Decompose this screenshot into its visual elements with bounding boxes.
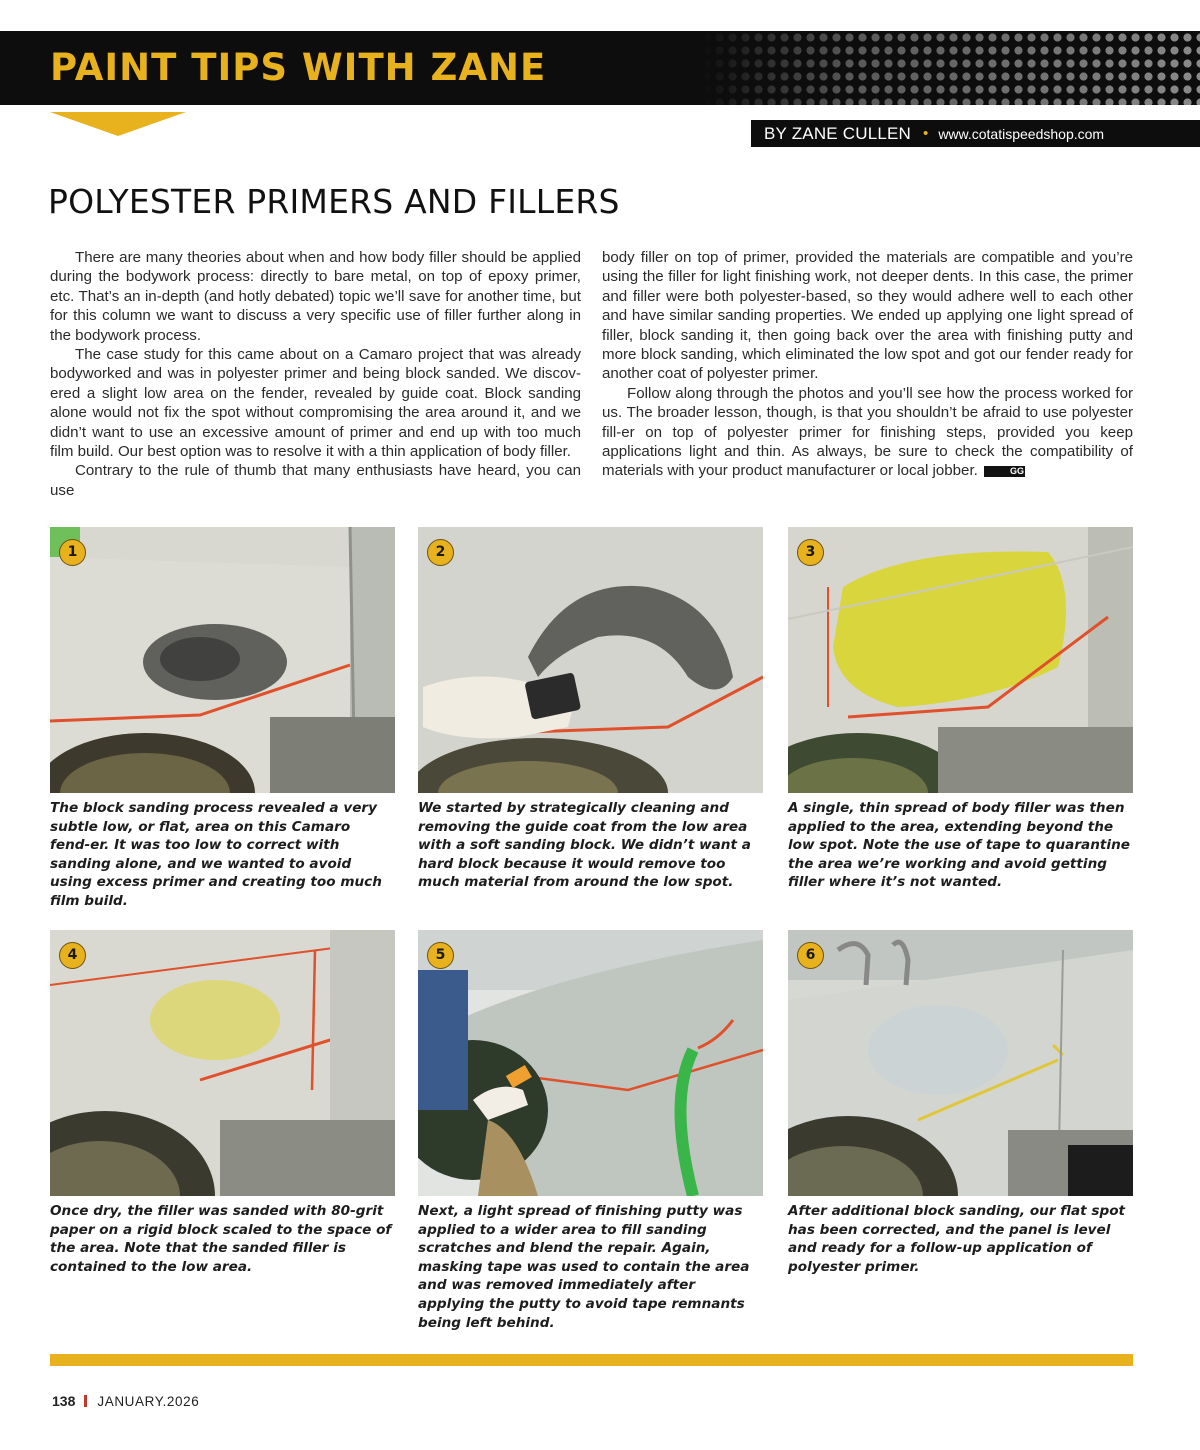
column-title: PAINT TIPS WITH ZANE <box>50 46 547 89</box>
photo-cell-4 <box>50 930 395 1276</box>
photo-number-badge: 4 <box>59 942 86 969</box>
body-paragraph: There are many theories about when and how body filler should be applied during the bodywork process: directly to bare metal, on top of epoxy primer, etc. That’s an in-depth (and hotly debated) topic we’ll save for another time, but for this column we want to discuss a very specific use of filler further along in the bodywork process. <box>50 249 581 344</box>
body-paragraph: body filler on top of primer, provided the materials are compatible and you’re using the filler for light finishing work, not deeper dents. In this case, the primer and filler were both polyester-based, so they would adhere well to each other and have similar sanding properties. We ended up applying one light spread of filler, block sanding it, then going back over the area with finishing putty and more block sanding, which eliminated the low spot and got our fender ready for another coat of polyester primer. <box>602 249 1133 383</box>
photo-number-badge: 6 <box>797 942 824 969</box>
body-column-left <box>50 248 581 500</box>
photo-6[interactable] <box>788 930 1133 1196</box>
photo-5-illustration <box>418 930 763 1196</box>
photo-2[interactable] <box>418 527 763 793</box>
photo-3-illustration <box>788 527 1133 793</box>
down-arrow-icon <box>50 112 186 136</box>
byline-author: BY ZANE CULLEN <box>764 123 912 143</box>
photo-caption: A single, thin spread of body filler was then applied to the area, extending beyond the low spot. Note the use of tape to quarantine the area we’re working and avoid getting filler where it’s not wanted. <box>788 800 1130 891</box>
page-number: 138 <box>52 1393 76 1409</box>
halftone-pattern <box>700 31 1200 105</box>
photo-1-illustration <box>50 527 395 793</box>
body-paragraph <box>602 384 1133 481</box>
footer <box>52 1393 199 1409</box>
photo-5[interactable] <box>418 930 763 1196</box>
photo-4-illustration <box>50 930 395 1196</box>
footer-separator <box>84 1395 87 1407</box>
photo-caption: After additional block sanding, our flat spot has been corrected, and the panel is level and ready for a follow-up application of polyester primer. <box>788 1203 1126 1275</box>
footer-rule <box>50 1354 1133 1366</box>
byline-bar <box>751 120 1200 147</box>
photo-2-illustration <box>418 527 763 793</box>
photo-cell-3 <box>788 527 1133 892</box>
article-title: POLYESTER PRIMERS AND FILLERS <box>48 182 620 221</box>
bullet-icon: • <box>923 125 929 142</box>
photo-number-badge: 1 <box>59 539 86 566</box>
photo-caption: Next, a light spread of finishing putty was applied to a wider area to fill sanding scratches and blend the repair. Again, masking tape was used to contain the area and was removed immediately after applying the putty to avoid tape remnants being left behind. <box>418 1203 750 1331</box>
photo-caption: The block sanding process revealed a very subtle low, or flat, area on this Camaro fend-er. It was too low to correct with sanding alone, and we wanted to avoid using excess primer and creating too much film build. <box>50 800 382 909</box>
photo-caption: Once dry, the filler was sanded with 80-grit paper on a rigid block scaled to the space of the area. Note that the sanded filler is contained to the low area. <box>50 1203 392 1275</box>
photo-cell-1 <box>50 527 395 911</box>
header-band <box>0 31 1200 105</box>
photo-number-badge: 3 <box>797 539 824 566</box>
issue-date: JANUARY.2026 <box>97 1393 200 1409</box>
photo-1[interactable] <box>50 527 395 793</box>
body-paragraph-text: Follow along through the photos and you’ll see how the process worked for us. The broader lesson, though, is that you shouldn’t be afraid to use polyester fill-er on top of polyester primer for finishing steps, provided you keep applications light and thin. As always, be sure to check the compatibility of materials with your product manufacturer or local jobber. <box>602 384 1133 480</box>
photo-number-badge: 2 <box>427 539 454 566</box>
body-paragraph: Contrary to the rule of thumb that many enthusiasts have heard, you can use <box>50 462 581 499</box>
website-link[interactable]: www.cotatispeedshop.com <box>938 125 1105 142</box>
photo-cell-6 <box>788 930 1133 1276</box>
photo-number-badge: 5 <box>427 942 454 969</box>
photo-cell-5 <box>418 930 763 1332</box>
end-mark-icon: GG <box>984 466 1025 477</box>
photo-caption: We started by strategically cleaning and removing the guide coat from the low area with a soft sanding block. We didn’t want a hard block because it would remove too much material from around the low spot. <box>418 800 751 891</box>
photo-3[interactable] <box>788 527 1133 793</box>
body-paragraph: The case study for this came about on a Camaro project that was already bodyworked and was in polyester primer and being block sanded. We discov-ered a slight low area on the fender, revealed by guide coat. Block sanding alone would not fix the spot without compromising the area around it, and we didn’t want to use an excessive amount of primer and end up with too much film build. Our best option was to resolve it with a thin application of body filler. <box>50 346 581 461</box>
photo-4[interactable] <box>50 930 395 1196</box>
photo-cell-2 <box>418 527 763 892</box>
body-column-right <box>602 248 1133 481</box>
photo-6-illustration <box>788 930 1133 1196</box>
